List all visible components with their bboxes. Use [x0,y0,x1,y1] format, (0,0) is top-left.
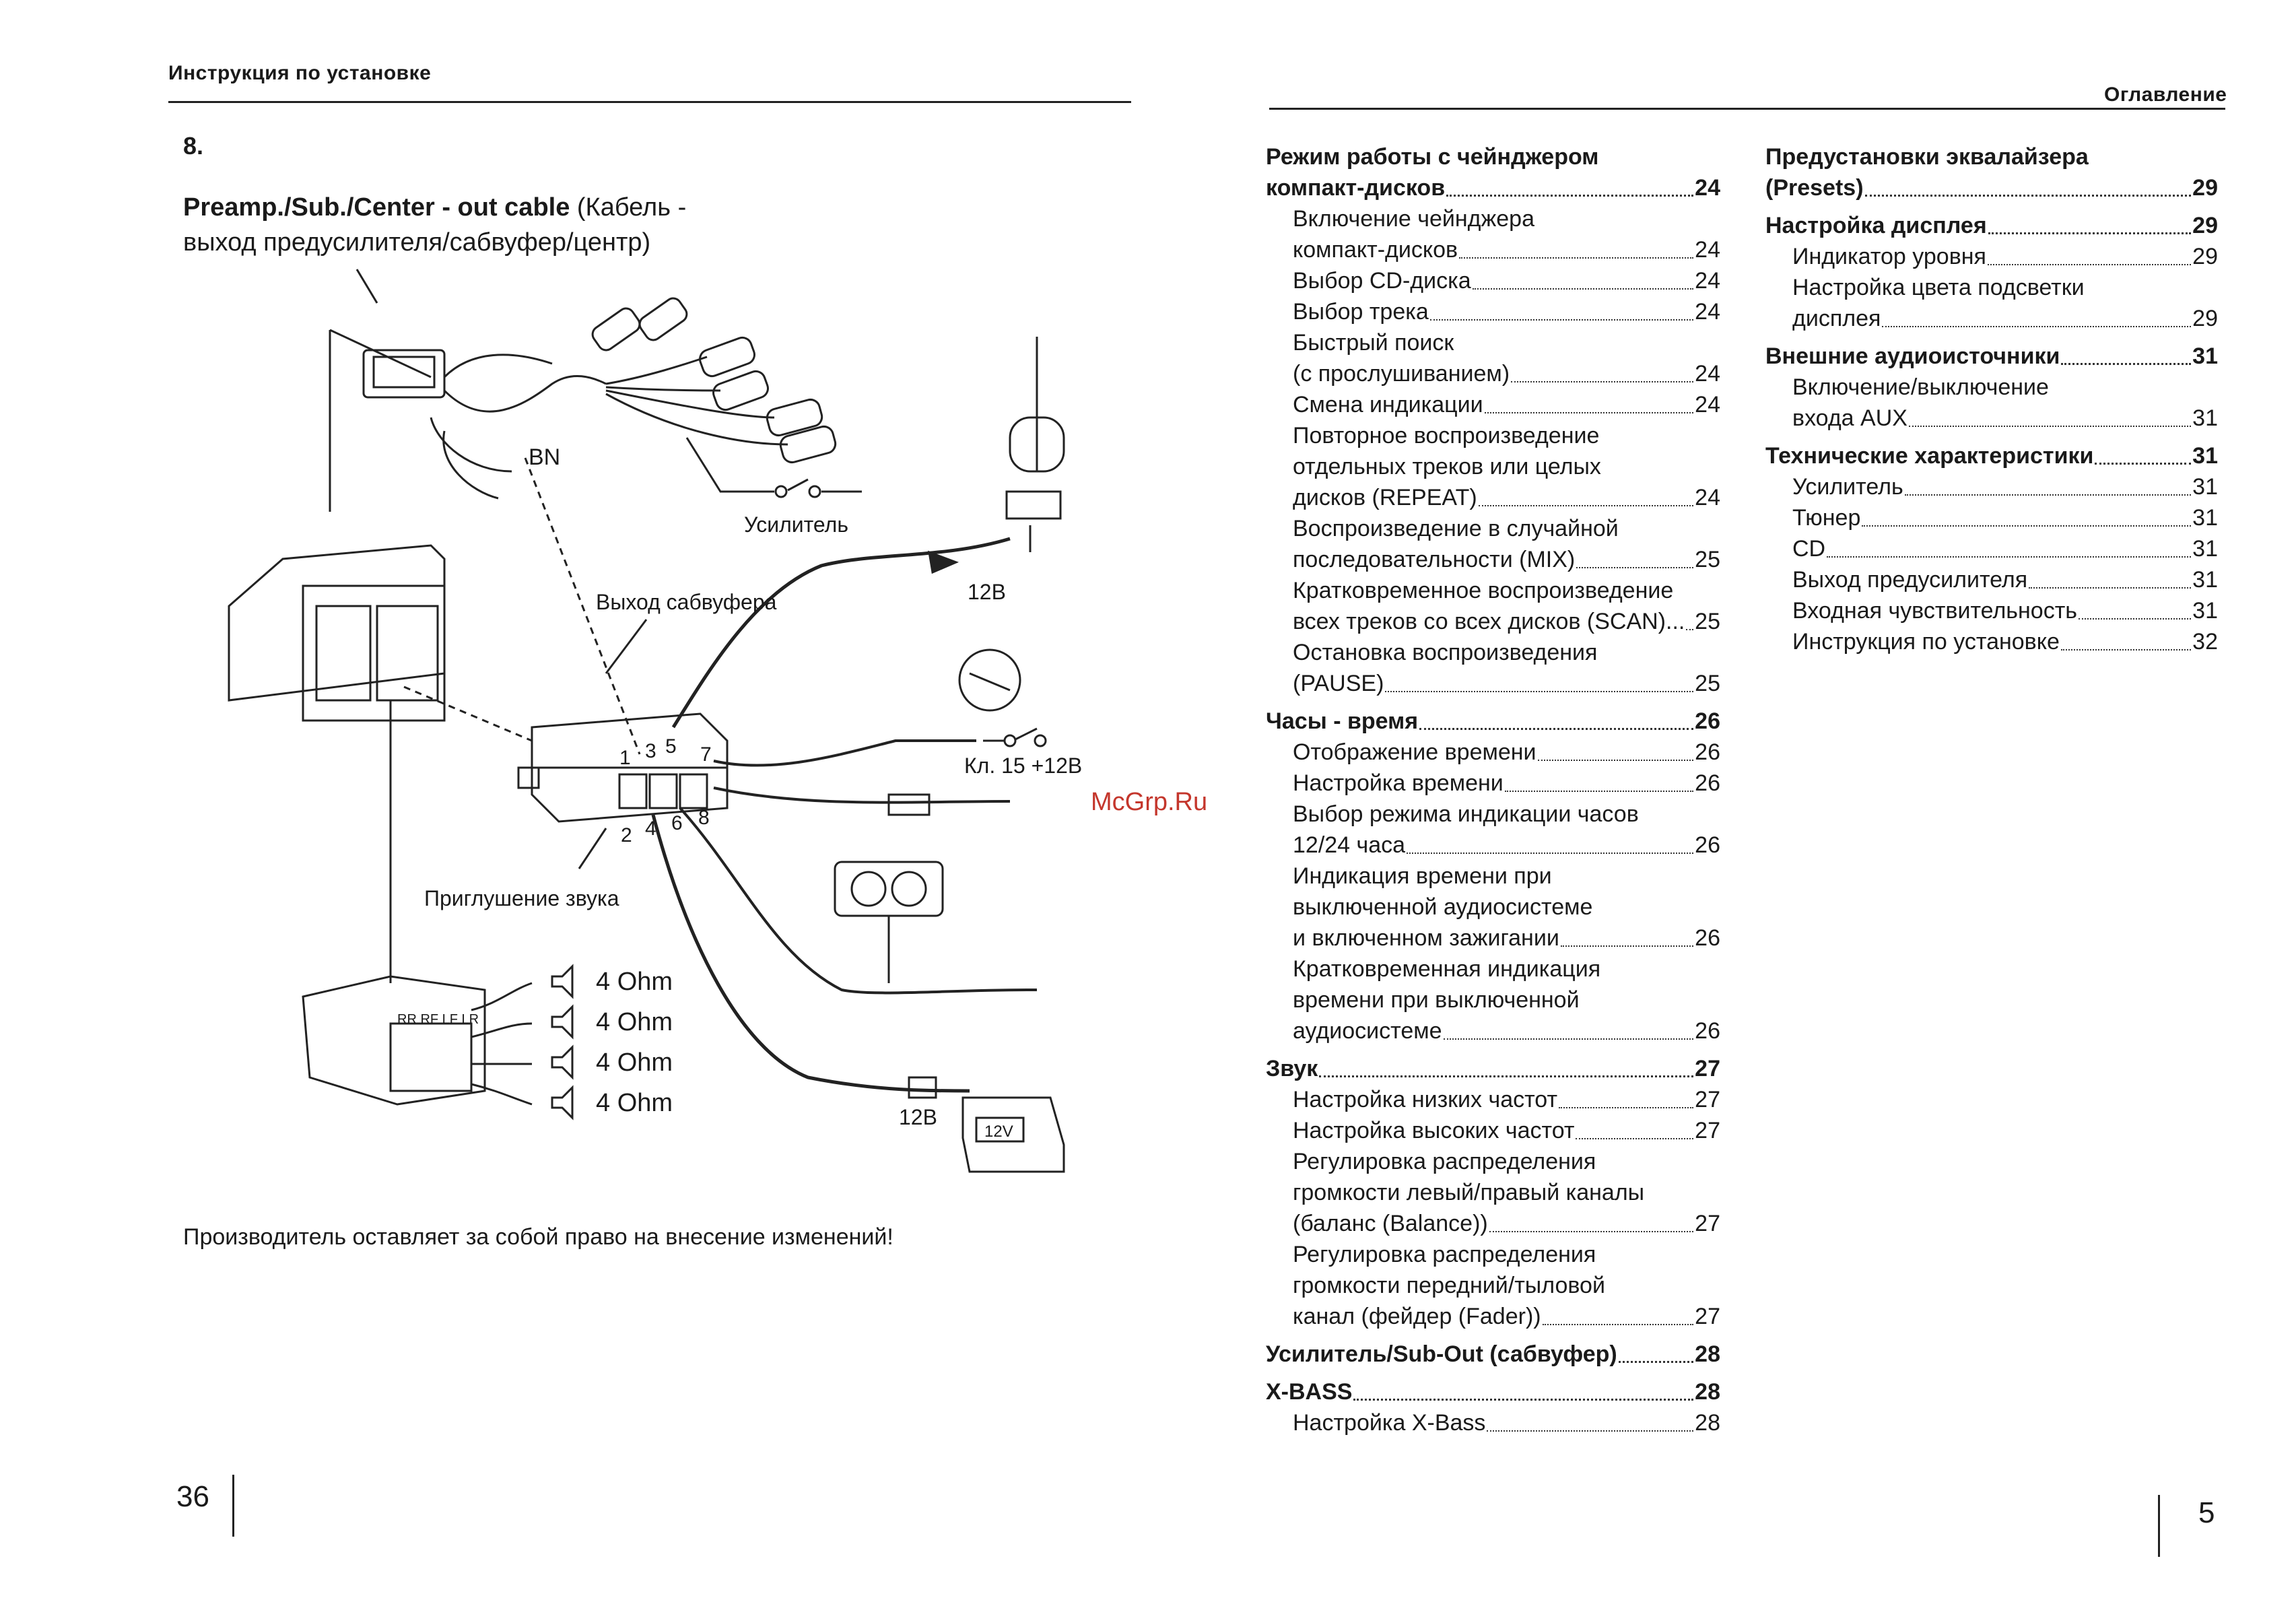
toc-entry-line: Регулировка распределения [1293,1149,1596,1174]
toc-leader [1319,1075,1693,1077]
page-number-bar-right [2158,1495,2160,1557]
pin-1: 1 [619,747,631,769]
toc-entry-text: и включенном зажигании [1293,925,1559,951]
toc-section-row [1266,1053,1720,1084]
toc-page-number: 31 [2192,567,2218,593]
toc-leader [1686,629,1693,630]
toc-section-row [1765,172,2218,203]
toc-page-number: 24 [1695,175,1720,201]
ignition-wire [714,741,976,766]
toc-entry-row [1293,544,1720,575]
toc-leader [1561,945,1693,947]
pin-6: 6 [671,812,683,834]
caption-leader [357,269,377,303]
toc-entry-row [1792,502,2218,533]
toc-section-row [1765,440,2218,471]
toc-entry-row [1293,265,1720,296]
toc-subsection-list [1765,372,2218,434]
toc-page-number: 24 [1695,237,1720,263]
toc-entry-row [1792,595,2218,626]
watermark: McGrp.Ru [1091,788,1208,816]
toc-entry-text: (с прослушиванием) [1293,361,1510,387]
toc-entry-line: Настройка цвета подсветки [1792,275,2085,300]
toc-page-number: 28 [1695,1410,1720,1436]
toc-entry-text: компакт-дисков [1293,237,1458,263]
speaker-connector [303,976,485,1104]
toc-entry-line: Кратковременная индикация [1293,956,1601,982]
toc-page-number: 31 [2192,474,2218,500]
toc-page-number: 27 [1695,1056,1720,1081]
toc-leader [1543,1324,1694,1325]
toc-subsection-list [1765,241,2218,334]
toc-column-1 [1266,135,1720,1438]
toc-leader [2079,618,2191,620]
toc-column-2 [1765,135,2218,657]
step-number: 8. [183,132,204,160]
toc-page-number: 24 [1695,392,1720,417]
amplifier-switch [776,486,786,497]
toc-section-title-line: Режим работы с чейнджером [1266,144,1599,170]
running-header-left: Инструкция по установке [168,62,432,84]
antenna-cable [673,539,1010,727]
toc-entry-text: Технические характеристики [1765,443,2094,469]
toc-leader [1576,567,1693,568]
toc-section [1266,141,1720,203]
toc-leader [1559,1107,1693,1108]
toc-entry-row [1293,1208,1720,1239]
toc-entry-line: выключенной аудиосистеме [1293,894,1593,920]
footnote: Производитель оставляет за собой право на внесение изменений! [183,1224,893,1250]
label-ohm-2: 4 Ohm [596,1008,673,1036]
toc-entry-row [1293,1115,1720,1146]
toc-leader [1988,232,2192,234]
page-number-right: 5 [2198,1496,2215,1529]
toc-entry-row [1792,303,2218,334]
toc-entry-text: 12/24 часа [1293,832,1406,858]
toc-entry-line: Включение чейнджера [1293,206,1534,232]
toc-entry-line: Быстрый поиск [1293,330,1454,356]
toc-leader [2061,649,2191,650]
toc-page-number: 31 [2192,343,2218,369]
toc-leader [1430,319,1693,321]
toc-entry-text: Настройка X-Bass [1293,1410,1486,1436]
toc-page-number: 24 [1695,268,1720,294]
toc-entry-line: громкости левый/правый каналы [1293,1180,1645,1205]
toc-entry-text: Усилитель [1792,474,1903,500]
toc-page-number: 26 [1695,925,1720,951]
toc-leader [1485,412,1694,413]
toc-section [1266,1376,1720,1407]
page-number-left: 36 [176,1480,209,1513]
label-subwoofer-out: Выход сабвуфера [596,590,777,614]
toc-entry-text: Индикатор уровня [1792,244,1986,269]
harness-cable [444,376,606,411]
toc-entry-row [1293,358,1720,389]
toc-page-number: 31 [2192,536,2218,562]
toc-leader [1619,1361,1693,1363]
toc-entry-text: аудиосистеме [1293,1018,1442,1044]
label-battery-12v-plate: 12V [984,1123,1013,1141]
toc-page-number: 27 [1695,1087,1720,1112]
toc-entry-text: Настройка высоких частот [1293,1118,1575,1143]
radio-head-unit [229,545,444,700]
toc-section-row [1765,210,2218,241]
label-ignition: Кл. 15 +12В [964,754,1083,778]
toc-entry-text: Внешние аудиоисточники [1765,343,2060,369]
toc-entry-line: Повторное воспроизведение [1293,423,1600,448]
toc-section-row [1765,341,2218,372]
toc-page-number: 31 [2192,505,2218,531]
label-mute: Приглушение звука [424,886,619,910]
toc-leader [1479,505,1694,506]
toc-page-number: 28 [1695,1379,1720,1405]
toc-section [1765,341,2218,372]
toc-entry-line: Индикация времени при [1293,863,1552,889]
rca-plugs [589,295,837,464]
pin-5: 5 [665,735,677,758]
toc-leader [1988,264,2191,265]
toc-page-number: 24 [1695,299,1720,325]
toc-leader [1489,1231,1693,1232]
toc-entry-line: Включение/выключение [1792,374,2049,400]
toc-entry-text: Настройка низких частот [1293,1087,1558,1112]
toc-leader [1487,1430,1693,1432]
toc-leader [1505,791,1693,792]
pin-2: 2 [621,824,632,846]
toc-entry-text: Настройка времени [1293,770,1504,796]
caption-rest: (Кабель - выход предусилителя/сабвуфер/центр) [183,193,687,257]
toc-leader [1446,195,1693,197]
toc-section-title-line: Предустановки эквалайзера [1765,144,2089,170]
toc-page-number: 26 [1695,708,1720,734]
label-ohm-1: 4 Ohm [596,968,673,996]
toc-section [1765,440,2218,471]
toc-entry-text: Выбор трека [1293,299,1429,325]
toc-entry-text: Выбор CD-диска [1293,268,1471,294]
toc-page-number: 32 [2192,629,2218,655]
toc-subsection-list [1266,1407,1720,1438]
toc-entry-text: Инструкция по установке [1792,629,2060,655]
page-number-bar-left [232,1475,234,1537]
toc-entry-line: Остановка воспроизведения [1293,640,1598,665]
toc-entry-row [1792,403,2218,434]
toc-entry-text: Отображение времени [1293,739,1537,765]
toc-entry-row [1293,1015,1720,1046]
toc-page-number: 24 [1695,361,1720,387]
toc-entry-text: X-BASS [1266,1379,1353,1405]
label-ohm-3: 4 Ohm [596,1048,673,1077]
toc-entry-text: Настройка дисплея [1765,213,1987,238]
toc-leader [1576,1138,1693,1139]
toc-page-number: 26 [1695,770,1720,796]
toc-entry-line: Воспроизведение в случайной [1293,516,1619,541]
toc-entry-row [1293,768,1720,799]
label-speaker-connector: RR RF LF LR [397,1012,479,1027]
toc-page-number: 27 [1695,1211,1720,1236]
pin-8: 8 [698,807,710,829]
caption-bold: Preamp./Sub./Center - out cable [183,193,570,222]
toc-section [1266,1053,1720,1084]
toc-section-row [1266,706,1720,737]
toc-entry-text: Часы - время [1266,708,1419,734]
toc-page-number: 27 [1695,1118,1720,1143]
toc-section-row [1266,172,1720,203]
toc-leader [1385,691,1693,692]
toc-section-row [1266,1376,1720,1407]
toc-leader [1511,381,1693,382]
toc-entry-row [1293,482,1720,513]
label-amplifier: Усилитель [744,512,848,537]
toc-page-number: 28 [1695,1341,1720,1367]
toc-page-number: 27 [1695,1304,1720,1329]
toc-entry-row [1293,234,1720,265]
toc-entry-row [1293,737,1720,768]
toc-page-number: 26 [1695,832,1720,858]
toc-leader [1909,426,2191,427]
mute-wire [680,808,1037,993]
toc-entry-text: последовательности (MIX) [1293,547,1576,572]
toc-entry-row [1293,923,1720,954]
toc-entry-line: времени при выключенной [1293,987,1580,1013]
toc-entry-text: входа AUX [1792,405,1907,431]
toc-entry-row [1293,1084,1720,1115]
toc-leader [1459,257,1693,259]
speaker-icons [552,966,572,1118]
toc-entry-row [1792,564,2218,595]
label-ohm-4: 4 Ohm [596,1089,673,1117]
toc-leader [1905,494,2192,496]
toc-section [1266,1339,1720,1370]
toc-entry-text: дисков (REPEAT) [1293,485,1477,510]
ground-wire [714,788,1010,803]
toc-leader [1473,288,1694,290]
toc-subsection-list [1765,471,2218,657]
toc-entry-text: компакт-дисков [1266,175,1446,201]
toc-page-number: 25 [1695,609,1720,634]
toc-page-number: 29 [2192,175,2218,201]
toc-leader [1882,326,2191,327]
toc-entry-row [1293,1301,1720,1332]
toc-section-row [1266,1339,1720,1370]
running-header-right: Оглавление [2104,83,2227,106]
toc-entry-row [1792,471,2218,502]
toc-page-number: 29 [2192,213,2218,238]
toc-entry-line: отдельных треков или целых [1293,454,1601,479]
toc-leader [2061,363,2191,365]
toc-entry-text: Выход предусилителя [1792,567,2028,593]
ignition-key-icon [959,650,1020,710]
toc-leader [1538,760,1694,761]
toc-entry-line: Кратковременное воспроизведение [1293,578,1674,603]
toc-page-number: 31 [2192,405,2218,431]
toc-page-number: 26 [1695,1018,1720,1044]
toc-entry-text: канал (фейдер (Fader)) [1293,1304,1541,1329]
label-antenna-12v: 12В [968,580,1006,604]
toc-entry-text: Усилитель/Sub-Out (сабвуфер) [1266,1341,1617,1367]
toc-leader [1407,853,1693,854]
toc-entry-text: Тюнер [1792,505,1861,531]
toc-entry-row [1293,830,1720,861]
toc-entry-text: Звук [1266,1056,1318,1081]
battery-wire [653,815,970,1091]
label-bn: BN [529,444,561,470]
toc-leader [1353,1399,1693,1401]
toc-entry-line: громкости передний/тыловой [1293,1273,1605,1298]
toc-entry-row [1792,533,2218,564]
toc-page-number: 29 [2192,306,2218,331]
toc-leader [1419,728,1693,730]
toc-leader [1444,1038,1694,1040]
toc-page-number: 26 [1695,739,1720,765]
toc-page-number: 31 [2192,443,2218,469]
pin-4: 4 [645,817,656,840]
toc-entry-text: дисплея [1792,306,1881,331]
label-battery-12v: 12В [899,1105,937,1129]
toc-subsection-list [1266,203,1720,699]
toc-section [1765,210,2218,241]
toc-leader [2029,587,2191,589]
toc-page-number: 25 [1695,547,1720,572]
toc-entry-row [1293,296,1720,327]
header-rule-right [1269,108,2225,110]
toc-page-number: 24 [1695,485,1720,510]
toc-leader [1827,556,2191,558]
pin-7: 7 [700,743,712,766]
toc-leader [2095,463,2191,465]
toc-leader [1862,525,2191,527]
toc-entry-text: (баланс (Balance)) [1293,1211,1488,1236]
toc-entry-text: (Presets) [1765,175,1864,201]
toc-entry-row [1293,668,1720,699]
toc-entry-row [1792,626,2218,657]
toc-entry-text: (PAUSE) [1293,671,1384,696]
toc-page-number: 31 [2192,598,2218,624]
toc-subsection-list [1266,737,1720,1046]
toc-entry-text: Входная чувствительность [1792,598,2077,624]
pin-3: 3 [645,740,656,762]
toc-entry-text: Смена индикации [1293,392,1483,417]
toc-page-number: 29 [2192,244,2218,269]
toc-entry-row [1293,1407,1720,1438]
toc-subsection-list [1266,1084,1720,1332]
toc-entry-line: Выбор режима индикации часов [1293,801,1639,827]
toc-section [1765,141,2218,203]
toc-entry-text: всех треков со всех дисков (SCAN)... [1293,609,1685,634]
toc-section [1266,706,1720,737]
toc-entry-row [1293,606,1720,637]
toc-entry-row [1792,241,2218,272]
toc-leader [1865,195,2192,197]
toc-entry-row [1293,389,1720,420]
toc-entry-text: CD [1792,536,1826,562]
battery-icon [963,1098,1064,1172]
toc-page-number: 25 [1695,671,1720,696]
toc-entry-line: Регулировка распределения [1293,1242,1596,1267]
